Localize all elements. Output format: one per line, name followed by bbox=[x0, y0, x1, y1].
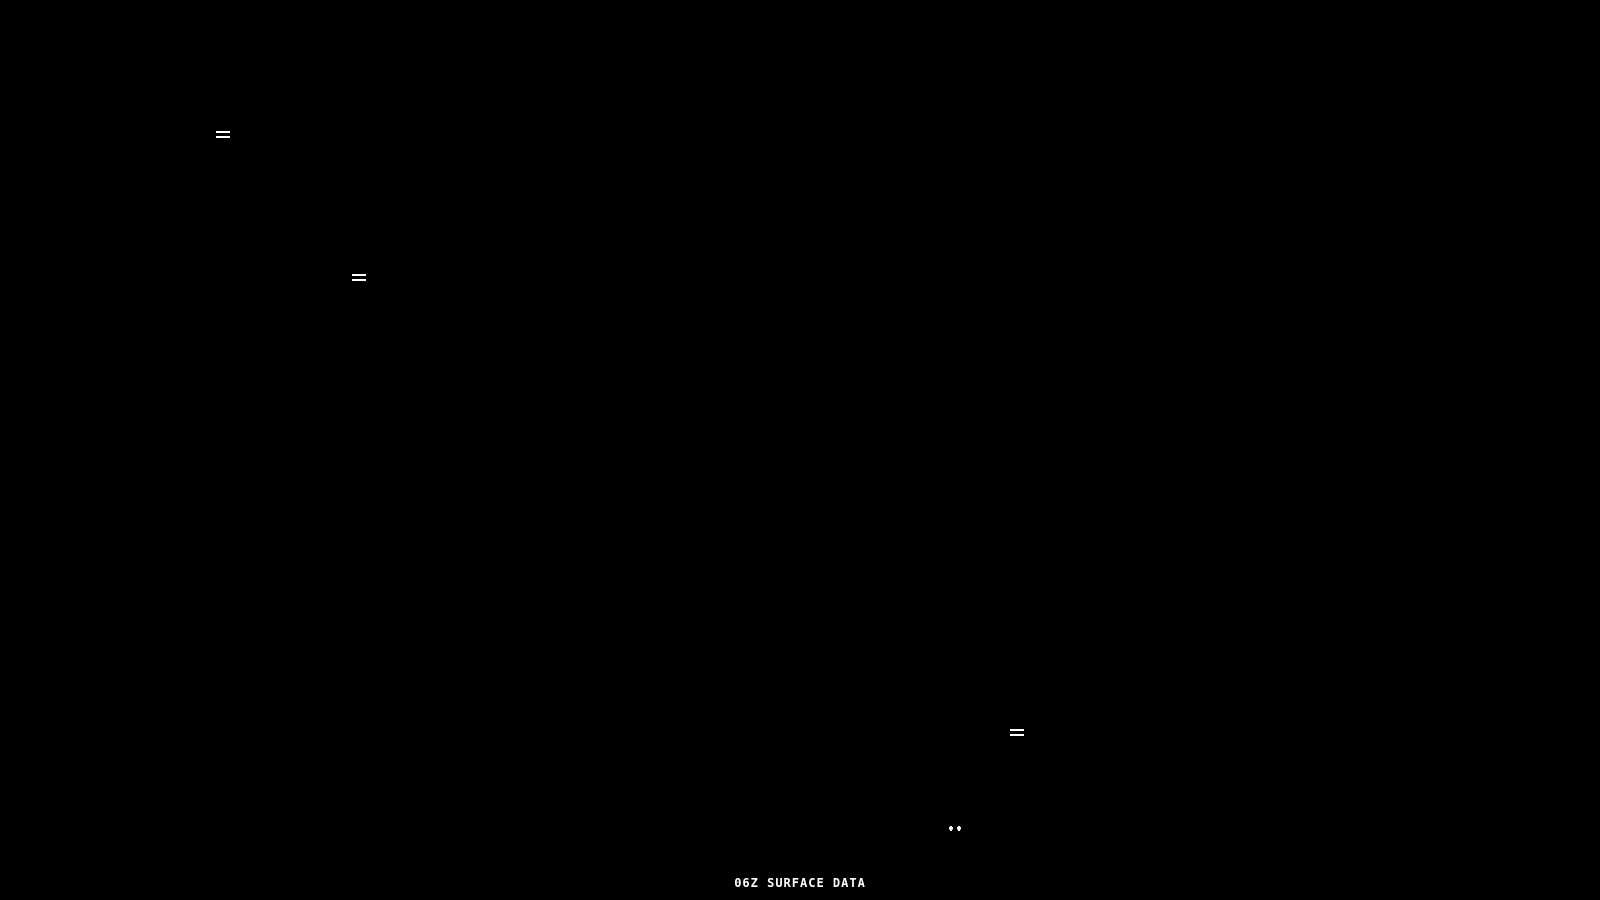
fog-bar bbox=[216, 136, 230, 138]
fog-bar bbox=[1010, 729, 1024, 731]
fog-symbol bbox=[1010, 729, 1024, 736]
fog-bar bbox=[352, 274, 366, 276]
fog-bar bbox=[1010, 734, 1024, 736]
fog-bar bbox=[352, 279, 366, 281]
snow-dot bbox=[957, 826, 961, 831]
snow-symbol bbox=[949, 826, 961, 831]
snow-dot bbox=[949, 826, 953, 831]
fog-symbol bbox=[216, 131, 230, 138]
fog-bar bbox=[216, 131, 230, 133]
plot-caption: 06Z SURFACE DATA bbox=[734, 876, 866, 890]
fog-symbol bbox=[352, 274, 366, 281]
